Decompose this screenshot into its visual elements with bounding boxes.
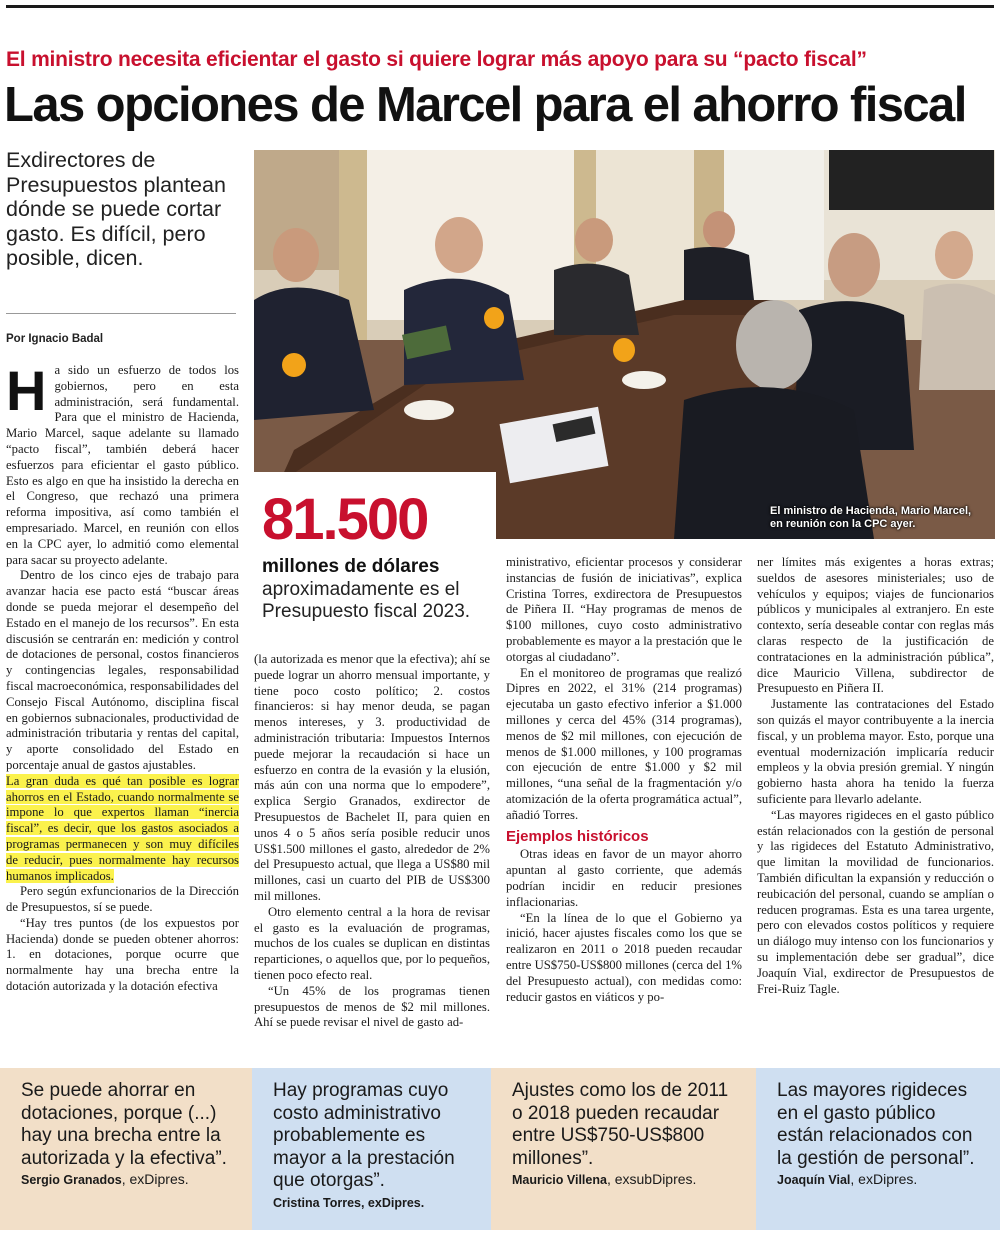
body-paragraph: “Un 45% de los programas tienen presupuestos de menos de $2 mil millones. Ahí se puede revisar el nivel de gasto ad-	[254, 983, 490, 1030]
deck-rule	[6, 313, 236, 314]
pull-quote	[252, 1068, 491, 1230]
quote-attribution	[273, 1194, 477, 1210]
top-rule	[6, 5, 994, 8]
highlighted-paragraph	[6, 774, 239, 885]
lead-text: a sido un esfuerzo de todos los gobiernos, pero en esta administración, será fundamental. Para que el ministro de Hacienda, Mario Marcel, saque adelante su llamado “pacto fiscal”, también deberá hacer esfuerzos para eficientar el gasto público. Esto es algo en que ha insistido la derecha en el Congreso, que rechazó una primera reforma impositiva, así como también el empresariado. Marcel, en reunión con ellos en la CPC ayer, lo admitió como elemental para sacar su proyecto adelante.	[6, 363, 239, 567]
deck: Exdirectores de Presupuestos plantean dónde se puede cortar gasto. Es difícil, pero posible, dicen.	[6, 148, 226, 270]
headline: Las opciones de Marcel para el ahorro fiscal	[4, 78, 966, 132]
quote-text: Las mayores rigideces en el gasto público están relacionados con la gestión de personal”.	[777, 1080, 975, 1169]
pull-quote	[491, 1068, 756, 1230]
quote-attribution	[777, 1171, 986, 1187]
section-subhead: Ejemplos históricos	[506, 827, 649, 845]
stat-unit: millones de dólares	[262, 556, 440, 577]
pull-quote	[756, 1068, 1000, 1230]
body-paragraph: En el monitoreo de programas que realizó Dipres en 2022, el 31% (214 programas) ejecutaba un gasto efectivo inferior a $1.000 millones y cerca del 45% (314 programas), menos de $2 mil millones, con ejecución de menos de $1.000 millones, y 100 programas con ejecución de entre $1.000 y $2 mil millones, “una señal de la fragmentación y/o atomización de la oferta programática actual”, añadió Torres.	[506, 665, 742, 822]
quote-attribution	[21, 1171, 238, 1187]
article-column-2	[254, 652, 490, 1031]
byline: Por Ignacio Badal	[6, 333, 104, 345]
quote-text: Ajustes como los de 2011 o 2018 pueden recaudar entre US$750-US$800 millones”.	[512, 1080, 729, 1169]
body-paragraph: “En la línea de lo que el Gobierno ya inició, hacer ajustes fiscales como los que se realizaron en 2011 o 2018 pueden recaudar entre US$750-US$800 millones (cerca del 1% del Presupuesto actual), con medidas como: reducir gastos en viáticos y po-	[506, 910, 742, 1004]
article-column-3	[506, 555, 742, 1005]
stat-number: 81.500	[262, 487, 428, 552]
quote-author: Sergio Granados	[21, 1173, 122, 1187]
quote-role: , exDipres.	[121, 1171, 189, 1187]
body-paragraph: “Hay tres puntos (de los expuestos por Hacienda) donde se pueden obtener ahorros: 1. en dotaciones, porque ocurre que normalmente hay una brecha entre la dotación autorizada y la dotación efectiva	[6, 915, 239, 994]
article-column-1	[6, 359, 239, 995]
highlighted-text: La gran duda es qué tan posible es lograr ahorros en el Estado, cuando normalmente se impone lo que expertos llaman “inercia fiscal”, es decir, que los gastos asociados a programas permanecen y son muy difíciles de reducir, pues normalmente hay recursos humanos implicados.	[6, 773, 239, 883]
quote-attribution	[512, 1171, 742, 1187]
body-paragraph: Dentro de los cinco ejes de trabajo para avanzar hacia ese pacto está “buscar áreas donde se pueda mejorar el desempeño del Estado en el manejo de los recursos”. En esta discusión se centrarán en: medición y control de dotaciones de personal, costos financieros y contingencias legales, responsabilidad fiscal macroeconómica, responsabilidades del Consejo Fiscal Autónomo, disciplina fiscal en gobiernos subnacionales, productividad de administración tributaria y rentas del capital, y aporte consolidado del Estado en porcentaje anual de gastos ajustables.	[6, 568, 239, 772]
quote-role: , exDipres.	[850, 1171, 918, 1187]
quote-text: Hay programas cuyo costo administrativo probablemente es mayor a la prestación que otorgas”.	[273, 1080, 455, 1191]
quote-author: Cristina Torres, exDipres.	[273, 1195, 425, 1210]
body-paragraph: ner límites más exigentes a horas extras; sueldos de asesores ministeriales; uso de vehículos y equipos; viajes de funcionarios públicos y municipales al extranjero. En este contexto, sería deseable contar con reglas más claras respecto de la justificación de contrataciones en la administración pública”, dice Mauricio Villena, subdirector de Presupuesto en Piñera II.	[757, 555, 994, 696]
article-column-4	[757, 555, 994, 997]
quote-role: , exsubDipres.	[606, 1171, 697, 1187]
drop-cap: H	[6, 359, 47, 422]
stat-box	[254, 472, 496, 638]
kicker: El ministro necesita eficientar el gasto si quiere lograr más apoyo para su “pacto fiscal”	[6, 48, 867, 71]
body-paragraph: (la autorizada es menor que la efectiva); ahí se puede lograr un ahorro mensual importante, y tiene poco costo político; 2. costos financieros: si hay menor deuda, se pagan menos intereses, y 3. productividad de administración tributaria: Impuestos Internos puede mejorar la recaudación si hace un esfuerzo en contra de la evasión y la elusión, más aún con una norma que lo empodere”, explica Sergio Granados, exdirector de Presupuestos de Bachelet II, para quien en unos 4 o 5 años sería posible reducir unos US$1.500 millones el gasto, alrededor de 2% del Presupuesto actual, que llega a US$80 mil millones, casi un cuarto del PIB de US$300 mil millones.	[254, 652, 491, 903]
body-paragraph: “Las mayores rigideces en el gasto público están relacionados con la gestión de personal y las rigideces del Estatuto Administrativo, que limitan la movilidad de funcionarios. También dificultan la expansión y reducción o reubicación del personal, cuando se amplían o reducen programas. Esta es una tarea urgente, pero con elevados costos políticos y requiere un diálogo muy intenso con los funcionarios y su implementación debe ser gradual”, dice Joaquín Vial, exdirector de Presupuestos de Frei-Ruiz Tagle.	[757, 807, 994, 996]
body-paragraph: Justamente las contrataciones del Estado son quizás el mayor contribuyente a la inercia fiscal, y un problema mayor. Esto, porque una eventual modernización implicaría reducir empleos y la obvia presión gremial. Y ningún gobierno hasta ahora ha tenido la fuerza suficiente para llevarlo adelante.	[757, 697, 994, 806]
body-paragraph: Pero según exfuncionarios de la Dirección de Presupuestos, sí se puede.	[6, 884, 239, 915]
stat-description: aproximadamente es el Presupuesto fiscal 2023.	[262, 579, 471, 622]
quote-author: Mauricio Villena	[512, 1173, 607, 1187]
lead-paragraph	[6, 359, 239, 568]
quote-author: Joaquín Vial	[777, 1173, 851, 1187]
body-paragraph: Otro elemento central a la hora de revisar el gasto es la evaluación de programas, muchos de los cuales se duplican en distintas reparticiones, o aquellos que, por lo pequeños, tienen poco efecto real.	[254, 904, 490, 982]
body-paragraph: ministrativo, eficientar procesos y considerar instancias de fusión de iniciativas”, explica Cristina Torres, exdirectora de Presupuestos de Piñera II. “Hay programas de menos de $100 millones, cuyo costo administrativo probablemente es mayor a la prestación que le otorgas al ciudadano”.	[506, 555, 742, 664]
pull-quotes-bar	[0, 1068, 1000, 1230]
body-paragraph: Otras ideas en favor de un mayor ahorro apuntan al gasto corriente, que además podrían incidir en reducir presiones inflacionarias.	[506, 847, 742, 909]
photo-caption: El ministro de Hacienda, Mario Marcel, en reunión con la CPC ayer.	[770, 505, 972, 530]
quote-text: Se puede ahorrar en dotaciones, porque (...) hay una brecha entre la autorizada y la efectiva”.	[21, 1080, 227, 1169]
pull-quote	[0, 1068, 252, 1230]
